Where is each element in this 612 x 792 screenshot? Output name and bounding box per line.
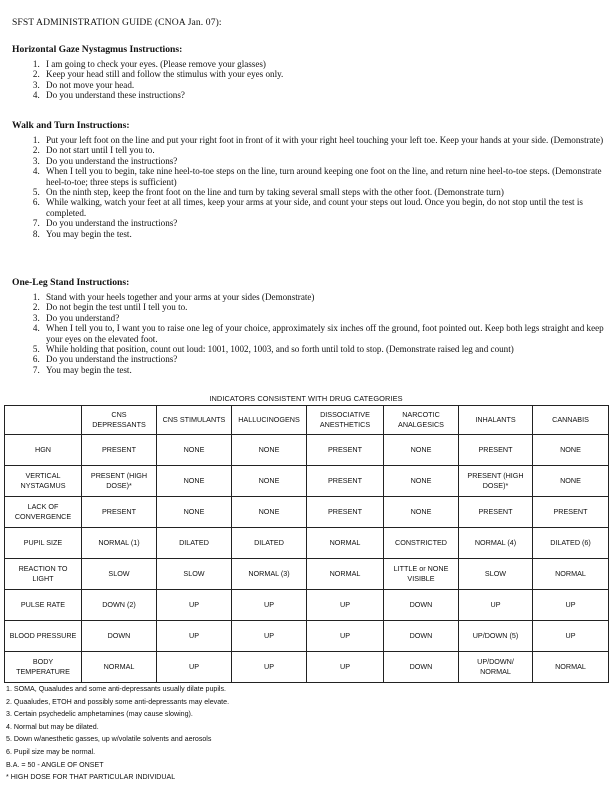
table-cell: DOWN xyxy=(384,652,459,683)
table-cell: NORMAL (1) xyxy=(82,528,157,559)
table-row xyxy=(5,497,609,528)
table-cell: NONE xyxy=(533,435,609,466)
row-header-vertical-nystagmus: VERTICAL NYSTAGMUS xyxy=(5,466,82,497)
table-cell: PRESENT xyxy=(459,435,533,466)
table-cell: SLOW xyxy=(459,559,533,590)
row-header-lack-of-convergence: LACK OF CONVERGENCE xyxy=(5,497,82,528)
instruction-list xyxy=(12,135,604,239)
footnote: * HIGH DOSE FOR THAT PARTICULAR INDIVIDUAL xyxy=(6,773,176,782)
list-item: 1. I am going to check your eyes. (Please remove your glasses) xyxy=(42,59,604,69)
table-cell: UP xyxy=(307,652,384,683)
column-header-inhalants: INHALANTS xyxy=(459,406,533,435)
table-cell: NONE xyxy=(157,497,232,528)
table-cell: PRESENT xyxy=(307,497,384,528)
table-cell: NONE xyxy=(157,435,232,466)
table-cell: PRESENT xyxy=(307,435,384,466)
list-item: 3. Do you understand? xyxy=(42,313,604,323)
table-cell: NONE xyxy=(232,435,307,466)
row-header-body-temperature: BODY TEMPERATURE xyxy=(5,652,82,683)
table-cell: NORMAL (4) xyxy=(459,528,533,559)
row-header-hgn: HGN xyxy=(5,435,82,466)
table-row xyxy=(5,528,609,559)
list-item: 1. Stand with your heels together and your arms at your sides (Demonstrate) xyxy=(42,292,604,302)
table-cell: SLOW xyxy=(157,559,232,590)
table-row xyxy=(5,435,609,466)
table-cell: LITTLE or NONE VISIBLE xyxy=(384,559,459,590)
list-item: 4. When I tell you to begin, take nine heel-to-toe steps on the line, turn around keeping one foot on the line, and return nine heel-to-toe steps. (Demonstrate heel-to-toe; three steps is sufficient) xyxy=(42,166,604,187)
table-cell: UP xyxy=(459,590,533,621)
section-one-leg-stand-instructions xyxy=(12,277,604,375)
table-cell: NORMAL (3) xyxy=(232,559,307,590)
table-cell: PRESENT (HIGH DOSE)* xyxy=(459,466,533,497)
list-item: 5. On the ninth step, keep the front foot on the line and turn by taking several small steps with the other foot. (Demonstrate turn) xyxy=(42,187,604,197)
table-cell: DOWN (2) xyxy=(82,590,157,621)
instruction-list xyxy=(12,59,604,101)
table-cell: UP xyxy=(157,652,232,683)
table-cell: NORMAL xyxy=(533,652,609,683)
drug-indicators-table xyxy=(4,405,609,683)
footnote: B.A. = 50 - ANGLE OF ONSET xyxy=(6,760,104,769)
footnotes xyxy=(6,683,229,784)
column-header-hallucinogens: HALLUCINOGENS xyxy=(232,406,307,435)
list-item: 7. You may begin the test. xyxy=(42,365,604,375)
table-cell: NONE xyxy=(232,497,307,528)
table-cell: DOWN xyxy=(82,621,157,652)
table-cell: NONE xyxy=(232,466,307,497)
list-item: 2. Do not start until I tell you to. xyxy=(42,145,604,155)
list-item: 3. Do you understand the instructions? xyxy=(42,156,604,166)
row-header-blood-pressure: BLOOD PRESSURE xyxy=(5,621,82,652)
table-cell: PRESENT (HIGH DOSE)* xyxy=(82,466,157,497)
list-item: 6. While walking, watch your feet at all times, keep your arms at your side, and count your steps out loud. Once you begin, do not stop until the test is completed. xyxy=(42,197,604,218)
section-heading: One-Leg Stand Instructions: xyxy=(12,277,130,288)
list-item: 2. Do not begin the test until I tell you to. xyxy=(42,302,604,312)
table-cell: DILATED xyxy=(157,528,232,559)
table-cell: NORMAL xyxy=(533,559,609,590)
column-header-cns-depressants: CNS DEPRESSANTS xyxy=(82,406,157,435)
table-cell: UP xyxy=(232,590,307,621)
list-item: 4. Do you understand these instructions? xyxy=(42,90,604,100)
list-item: 6. Do you understand the instructions? xyxy=(42,354,604,364)
table-row xyxy=(5,590,609,621)
table-cell: UP xyxy=(533,621,609,652)
footnote: 4. Normal but may be dilated. xyxy=(6,722,99,731)
table-cell: UP/DOWN (5) xyxy=(459,621,533,652)
table-cell: UP xyxy=(307,590,384,621)
list-item: 3. Do not move your head. xyxy=(42,80,604,90)
table-cell: NONE xyxy=(533,466,609,497)
table-cell: DILATED xyxy=(232,528,307,559)
table-cell: NORMAL xyxy=(307,528,384,559)
table-cell: NORMAL xyxy=(307,559,384,590)
footnote: 6. Pupil size may be normal. xyxy=(6,747,96,756)
page-title: SFST ADMINISTRATION GUIDE (CNOA Jan. 07): xyxy=(12,17,222,28)
row-header-pupil-size: PUPIL SIZE xyxy=(5,528,82,559)
list-item: 8. You may begin the test. xyxy=(42,229,604,239)
row-header-pulse-rate: PULSE RATE xyxy=(5,590,82,621)
footnote: 2. Quaaludes, ETOH and possibly some anti-depressants may elevate. xyxy=(6,697,230,706)
section-walk-and-turn-instructions xyxy=(12,120,604,239)
table-cell: UP xyxy=(533,590,609,621)
table-row xyxy=(5,652,609,683)
column-header-dissociative-anesthetics: DISSOCIATIVE ANESTHETICS xyxy=(307,406,384,435)
table-cell: NONE xyxy=(157,466,232,497)
table-cell: PRESENT xyxy=(82,435,157,466)
table-caption: INDICATORS CONSISTENT WITH DRUG CATEGORIES xyxy=(209,394,403,403)
table-cell: CONSTRICTED xyxy=(384,528,459,559)
table-cell: NORMAL xyxy=(82,652,157,683)
table-cell: DILATED (6) xyxy=(533,528,609,559)
section-heading: Walk and Turn Instructions: xyxy=(12,120,130,131)
footnote: 3. Certain psychedelic amphetamines (may cause slowing). xyxy=(6,710,193,719)
column-header-cannabis: CANNABIS xyxy=(533,406,609,435)
table-cell: UP xyxy=(157,590,232,621)
table-cell: NONE xyxy=(384,497,459,528)
table-cell: UP xyxy=(307,621,384,652)
table-cell: UP xyxy=(232,621,307,652)
table-cell: PRESENT xyxy=(459,497,533,528)
table-row xyxy=(5,466,609,497)
section-hgn-instructions xyxy=(12,44,604,101)
table-corner-cell xyxy=(5,406,82,435)
list-item: 5. While holding that position, count out loud: 1001, 1002, 1003, and so forth until told to stop. (Demonstrate raised leg and count) xyxy=(42,344,604,354)
table-cell: PRESENT xyxy=(533,497,609,528)
table-cell: SLOW xyxy=(82,559,157,590)
table-cell: DOWN xyxy=(384,621,459,652)
table-row xyxy=(5,559,609,590)
instruction-list xyxy=(12,292,604,375)
section-heading: Horizontal Gaze Nystagmus Instructions: xyxy=(12,44,183,55)
list-item: 4. When I tell you to, I want you to raise one leg of your choice, approximately six inches off the ground, foot pointed out. Keep both legs straight and keep your eyes on the elevated foot. xyxy=(42,323,604,344)
table-cell: UP xyxy=(232,652,307,683)
column-header-cns-stimulants: CNS STIMULANTS xyxy=(157,406,232,435)
table-cell: PRESENT xyxy=(82,497,157,528)
list-item: 2. Keep your head still and follow the stimulus with your eyes only. xyxy=(42,69,604,79)
table-cell: NONE xyxy=(384,466,459,497)
row-header-reaction-to-light: REACTION TO LIGHT xyxy=(5,559,82,590)
list-item: 7. Do you understand the instructions? xyxy=(42,218,604,228)
table-header-row xyxy=(5,406,609,435)
footnote: 1. SOMA, Quaaludes and some anti-depressants usually dilate pupils. xyxy=(6,685,227,693)
footnote: 5. Down w/anesthetic gasses, up w/volatile solvents and aerosols xyxy=(6,735,212,744)
table-cell: UP xyxy=(157,621,232,652)
table-cell: UP/DOWN/ NORMAL xyxy=(459,652,533,683)
table-cell: NONE xyxy=(384,435,459,466)
list-item: 1. Put your left foot on the line and put your right foot in front of it with your right heel touching your left toe. Keep your hands at your side. (Demonstrate) xyxy=(42,135,604,145)
table-cell: DOWN xyxy=(384,590,459,621)
table-cell: PRESENT xyxy=(307,466,384,497)
column-header-narcotic-analgesics: NARCOTIC ANALGESICS xyxy=(384,406,459,435)
table-row xyxy=(5,621,609,652)
